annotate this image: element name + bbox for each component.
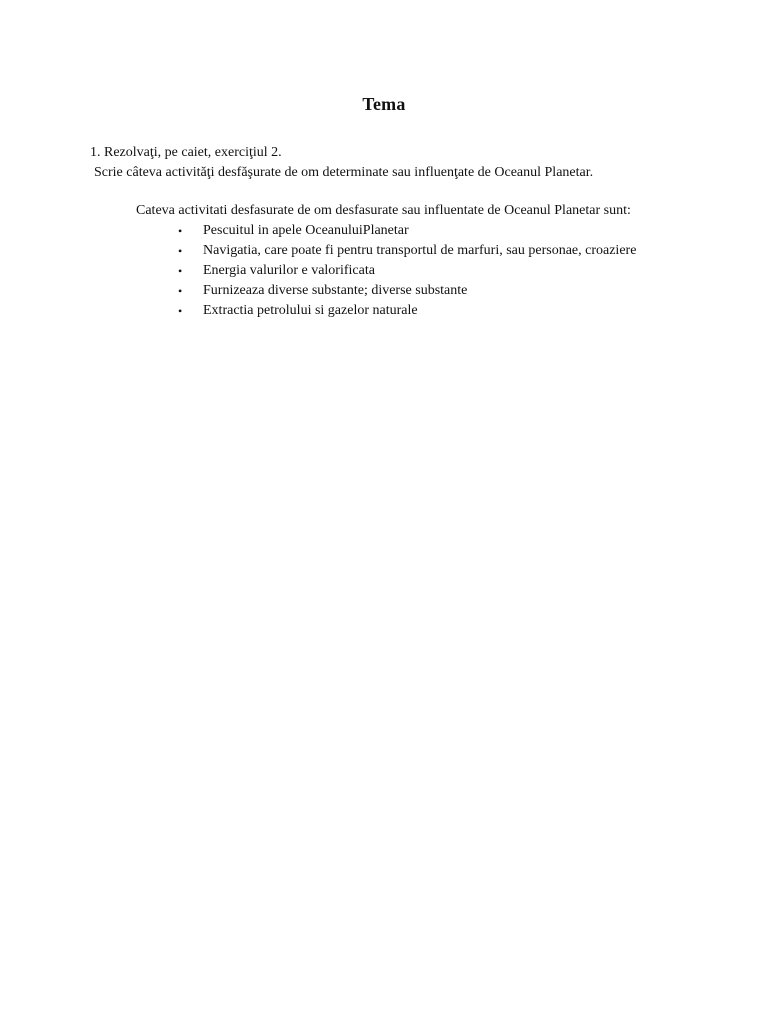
list-item bbox=[178, 222, 676, 240]
bullet-icon: • bbox=[178, 224, 183, 238]
list-item bbox=[178, 262, 676, 280]
list-item bbox=[178, 242, 676, 260]
bullet-icon: • bbox=[178, 264, 183, 278]
list-item-text: Extractia petrolului si gazelor naturale bbox=[203, 303, 418, 318]
bullet-icon: • bbox=[178, 304, 183, 318]
bullet-icon: • bbox=[178, 244, 183, 258]
task-instruction-line-2: Scrie câteva activităţi desfăşurate de om determinate sau influenţate de Oceanul Planetar. bbox=[94, 165, 594, 180]
task-instruction-line-1: 1. Rezolvaţi, pe caiet, exerciţiul 2. bbox=[90, 145, 282, 160]
document-title: Tema bbox=[362, 94, 406, 114]
list-item bbox=[178, 282, 676, 300]
list-item-text: Furnizeaza diverse substante; diverse substante bbox=[203, 283, 468, 298]
bullet-icon: • bbox=[178, 284, 183, 298]
list-item bbox=[178, 302, 676, 320]
list-item-text: Navigatia, care poate fi pentru transportul de marfuri, sau personae, croaziere bbox=[203, 243, 637, 258]
answer-intro: Cateva activitati desfasurate de om desfasurate sau influentate de Oceanul Planetar sunt: bbox=[136, 203, 631, 218]
list-item-text: Energia valurilor e valorificata bbox=[203, 263, 375, 278]
list-item-text: Pescuitul in apele OceanuluiPlanetar bbox=[203, 223, 409, 238]
answer-bullet-list bbox=[178, 222, 676, 322]
